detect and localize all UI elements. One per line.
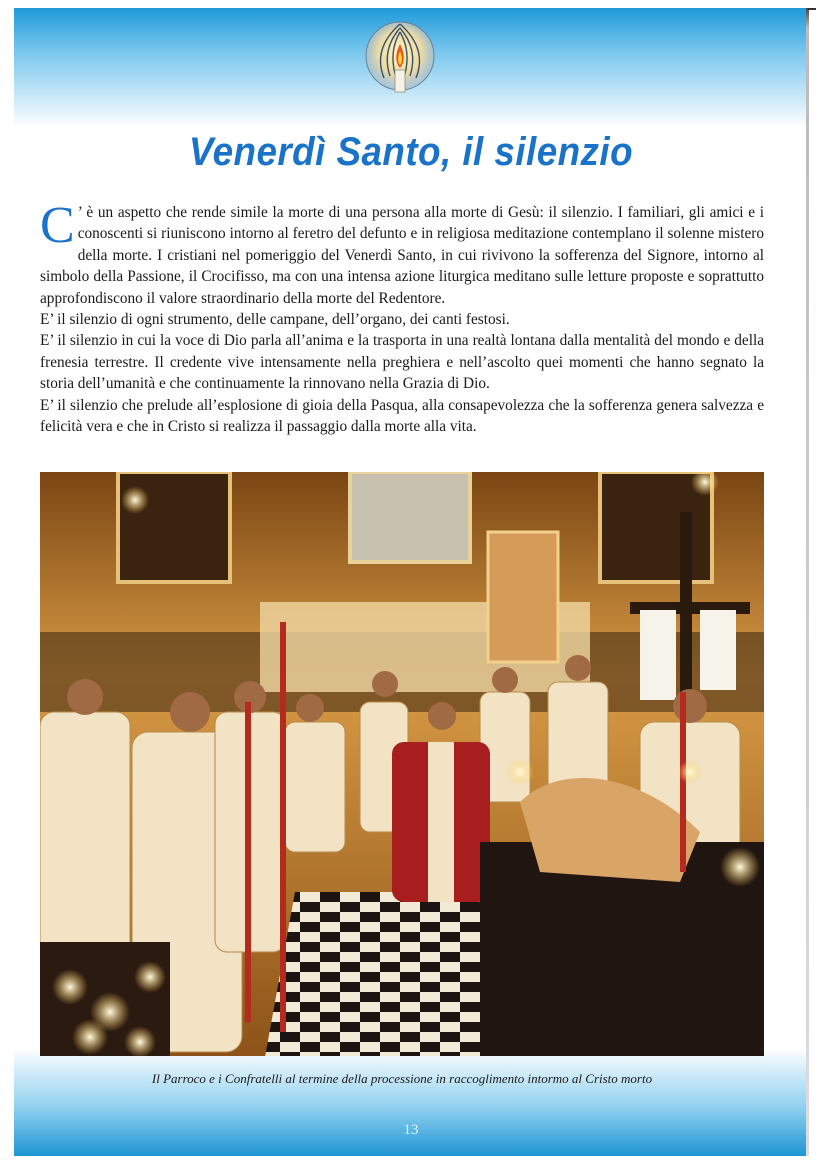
photo-caption: Il Parroco e i Confratelli al termine della processione in raccoglimento intormo al Cristo morto: [151, 1071, 653, 1086]
page-edge-tick: [808, 8, 816, 10]
article-paragraph: E’ il silenzio di ogni strumento, delle campane, dell’organo, dei canti festosi.: [40, 311, 510, 329]
drop-cap: C: [40, 197, 75, 254]
page-edge: [806, 8, 809, 1156]
page-title: Venerdì Santo, il silenzio: [188, 130, 634, 174]
article-paragraph: E’ il silenzio in cui la voce di Dio parla all’anima e la trasporta in una realtà lontana dalla mentalità del mondo e della frenesia terrestre. Il credente vive intensamente nella preghiera e nell’ascolto quei momenti che hanno segnato la storia dell’umanità e che continuamente la rinnovano nella Grazia di Dio.: [40, 332, 764, 393]
article-paragraph: C ’ è un aspetto che rende simile la morte di una persona alla morte di Gesù: il silenzio. I familiari, gli amici e i conoscenti si riuniscono intorno al feretro del defunto e in religiosa meditazione contemplano il solenne mistero della morte. I cristiani nel pomeriggio del Venerdì Santo, in cui rivivono la sofferenza del Signore, intorno al simbolo della Passione, il Crocifisso, ma con una intensa azione liturgica meditano sulle letture proposte e soprattutto approfondiscono il valore straordinario della morte del Redentore.: [40, 197, 764, 307]
article-body: [40, 197, 764, 437]
candle-emblem-icon: [362, 18, 438, 96]
page-number: 13: [403, 1122, 419, 1138]
church-photo: [40, 472, 764, 1056]
article-paragraph: E’ il silenzio che prelude all’esplosione di gioia della Pasqua, alla consapevolezza che la sofferenza genera salvezza e felicità vera e che in Cristo si realizza il passaggio dalla morte alla vita.: [40, 396, 764, 436]
